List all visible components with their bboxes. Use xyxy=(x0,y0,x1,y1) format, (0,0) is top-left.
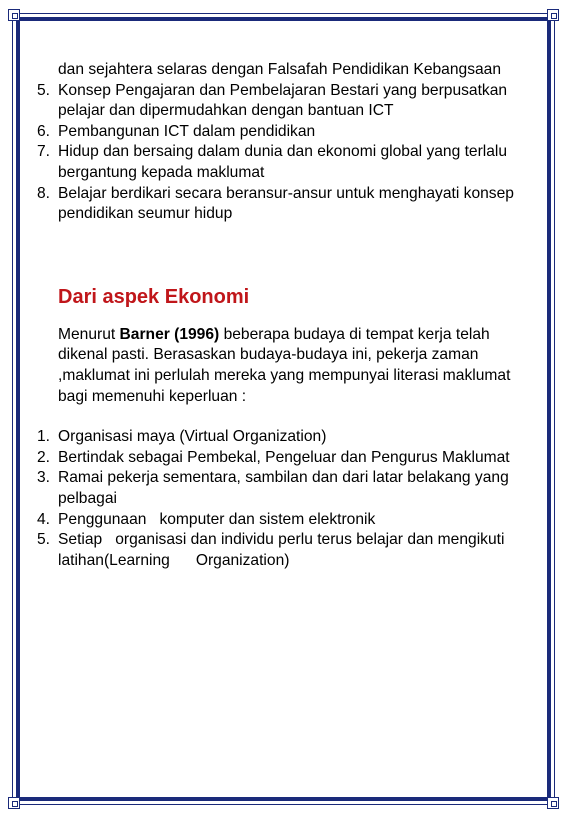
list-item-text: Konsep Pengajaran dan Pembelajaran Bestari yang berpusatkan pelajar dan dipermudahkan dengan bantuan ICT xyxy=(58,81,508,120)
border-corner-ornament xyxy=(547,9,559,21)
continuation-text: dan sejahtera selaras dengan Falsafah Pendidikan Kebangsaan xyxy=(58,61,502,78)
objectives-list xyxy=(35,81,515,225)
list-item-text: Organisasi maya (Virtual Organization) xyxy=(58,428,327,446)
list-item xyxy=(35,81,515,122)
list-number: 5. xyxy=(37,81,51,99)
list-item-text: Ramai pekerja sementara, sambilan dan dari latar belakang yang pelbagai xyxy=(58,469,535,507)
list-number: 2. xyxy=(37,448,51,466)
list-item-text: Bertindak sebagai Pembekal, Pengeluar dan Pengurus Maklumat xyxy=(58,448,510,466)
list-item xyxy=(35,530,515,571)
list-item xyxy=(35,122,515,143)
list-number: 4. xyxy=(37,510,51,528)
border-corner-ornament xyxy=(8,9,20,21)
border-corner-ornament xyxy=(8,797,20,809)
list-number: 8. xyxy=(37,184,51,202)
citation-bold: Barner (1996) xyxy=(119,325,220,343)
list-item xyxy=(35,468,535,509)
list-item-text: Hidup dan bersaing dalam dunia dan ekonomi global yang terlalu bergantung kepada maklumat xyxy=(58,143,508,181)
list-item-text: Pembangunan ICT dalam pendidikan xyxy=(58,122,316,140)
border-corner-ornament xyxy=(547,797,559,809)
list-number: 1. xyxy=(37,428,51,446)
document-body xyxy=(35,60,535,571)
list-item-text: Belajar berdikari secara beransur-ansur untuk menghayati konsep pendidikan seumur hidup xyxy=(58,184,514,223)
list-number: 5. xyxy=(37,531,51,549)
list-item xyxy=(35,448,515,469)
economy-list xyxy=(35,427,535,571)
para-prefix: Menurut xyxy=(58,325,120,343)
list-item-text: Penggunaan komputer dan sistem elektronik xyxy=(58,510,376,528)
list-item xyxy=(35,427,515,448)
list-number: 7. xyxy=(37,143,51,161)
list-number: 3. xyxy=(37,469,51,487)
list-item-text: Setiap organisasi dan individu perlu terus belajar dan mengikuti latihan(Learning Organization) xyxy=(58,531,509,569)
list-item xyxy=(35,184,515,225)
section-heading: Dari aspek Ekonomi xyxy=(58,285,250,308)
intro-paragraph xyxy=(58,325,515,407)
list-item xyxy=(35,142,515,183)
list-item xyxy=(35,510,515,531)
list-number: 6. xyxy=(37,122,51,140)
para-suffix: beberapa budaya di tempat kerja telah dikenal pasti. Berasaskan budaya-budaya ini, pekerja zaman ,maklumat ini perlulah mereka yang mempunyai literasi maklumat bagi memenuhi keperluan : xyxy=(58,325,511,405)
